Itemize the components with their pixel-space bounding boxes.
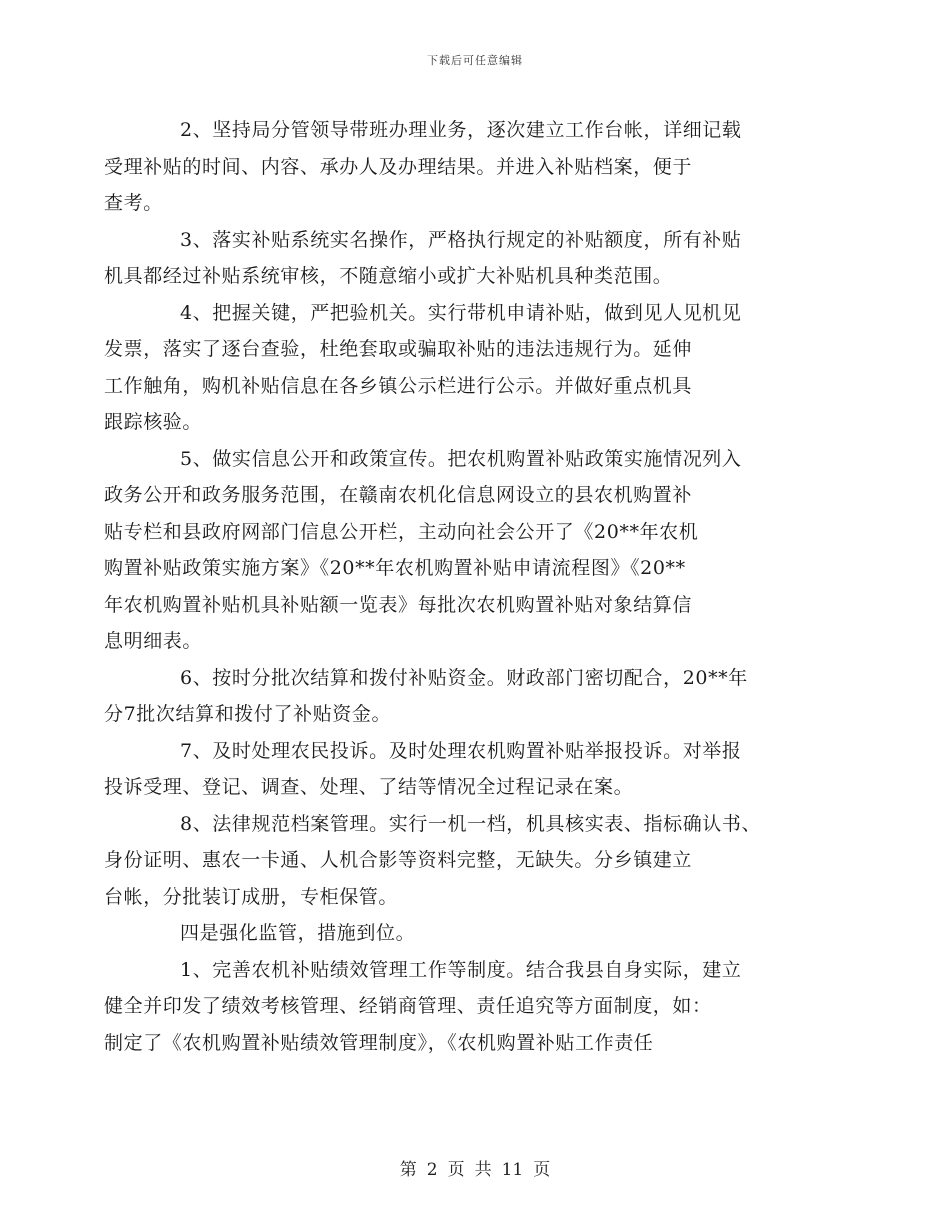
- paragraph-line: 7、及时处理农民投诉。及时处理农机购置补贴举报投诉。对举报: [180, 739, 742, 762]
- document-body: [104, 112, 812, 1061]
- paragraph-line: 息明细表。: [104, 630, 203, 652]
- footer-label-total: 共: [474, 1160, 492, 1180]
- paragraph-line: 制定了《农机购置补贴绩效管理制度》，《农机购置补贴工作责任: [104, 1031, 654, 1054]
- paragraph: [104, 806, 812, 916]
- footer-page-number: 2: [426, 1160, 438, 1180]
- paragraph: [104, 222, 812, 295]
- paragraph: [104, 733, 812, 806]
- footer-total-pages: 11: [501, 1160, 524, 1180]
- paragraph-line: 工作触角，购机补贴信息在各乡镇公示栏进行公示。并做好重点机具: [104, 374, 693, 397]
- paragraph-line: 投诉受理、登记、调查、处理、了结等情况全过程记录在案。: [104, 776, 634, 798]
- footer-label-unit: 页: [447, 1160, 465, 1180]
- paragraph-line: 购置补贴政策实施方案》《20**年农机购置补贴申请流程图》《20**: [104, 557, 686, 579]
- paragraph-line: 1、完善农机补贴绩效管理工作等制度。结合我县自身实际，建立: [180, 958, 742, 981]
- footer-label-unit-2: 页: [533, 1160, 551, 1180]
- paragraph: [142, 915, 812, 952]
- paragraph-line: 身份证明、惠农一卡通、人机合影等资料完整，无缺失。分乡镇建立: [104, 849, 693, 871]
- paragraph-line: 3、落实补贴系统实名操作，严格执行规定的补贴额度，所有补贴: [180, 228, 742, 251]
- paragraph-line: 4、把握关键，严把验机关。实行带机申请补贴，做到见人见机见: [180, 301, 742, 324]
- paragraph-line: 2、坚持局分管领导带班办理业务，逐次建立工作台帐，详细记载: [180, 119, 742, 141]
- paragraph-line: 政务公开和政务服务范围，在赣南农机化信息网设立的县农机购置补: [104, 484, 693, 506]
- header-note: 下载后可任意编辑: [427, 54, 523, 67]
- paragraph: [104, 112, 812, 222]
- paragraph: [104, 660, 812, 733]
- paragraph-line: 机具都经过补贴系统审核，不随意缩小或扩大补贴机具种类范围。: [104, 265, 673, 287]
- page-footer: [0, 1155, 950, 1180]
- paragraph-line: 受理补贴的时间、内容、承办人及办理结果。并进入补贴档案，便于: [104, 155, 693, 178]
- paragraph-line: 6、按时分批次结算和拨付补贴资金。财政部门密切配合，20**年: [180, 666, 748, 689]
- paragraph-line: 5、做实信息公开和政策宣传。把农机购置补贴政策实施情况列入: [180, 447, 742, 470]
- paragraph-line: 台帐，分批装订成册，专柜保管。: [104, 885, 399, 908]
- paragraph-line: 四是强化监管，措施到位。: [180, 922, 416, 944]
- paragraph-line: 8、法律规范档案管理。实行一机一档，机具核实表、指标确认书、: [180, 812, 762, 835]
- paragraph-line: 贴专栏和县政府网部门信息公开栏，主动向社会公开了《20**年农机: [104, 520, 699, 543]
- paragraph-line: 查考。: [104, 192, 163, 214]
- paragraph-line: 健全并印发了绩效考核管理、经销商管理、责任追究等方面制度，如：: [104, 995, 712, 1017]
- paragraph: [104, 952, 812, 1062]
- paragraph: [104, 441, 812, 660]
- footer-label-page: 第: [399, 1160, 417, 1180]
- paragraph: [104, 295, 812, 441]
- paragraph-line: 分7批次结算和拨付了补贴资金。: [104, 703, 392, 725]
- paragraph-line: 年农机购置补贴机具补贴额一览表》每批次农机购置补贴对象结算信: [104, 593, 693, 616]
- paragraph-line: 跟踪核验。: [104, 411, 203, 433]
- paragraph-line: 发票，落实了逐台查验，杜绝套取或骗取补贴的违法违规行为。延伸: [104, 338, 693, 360]
